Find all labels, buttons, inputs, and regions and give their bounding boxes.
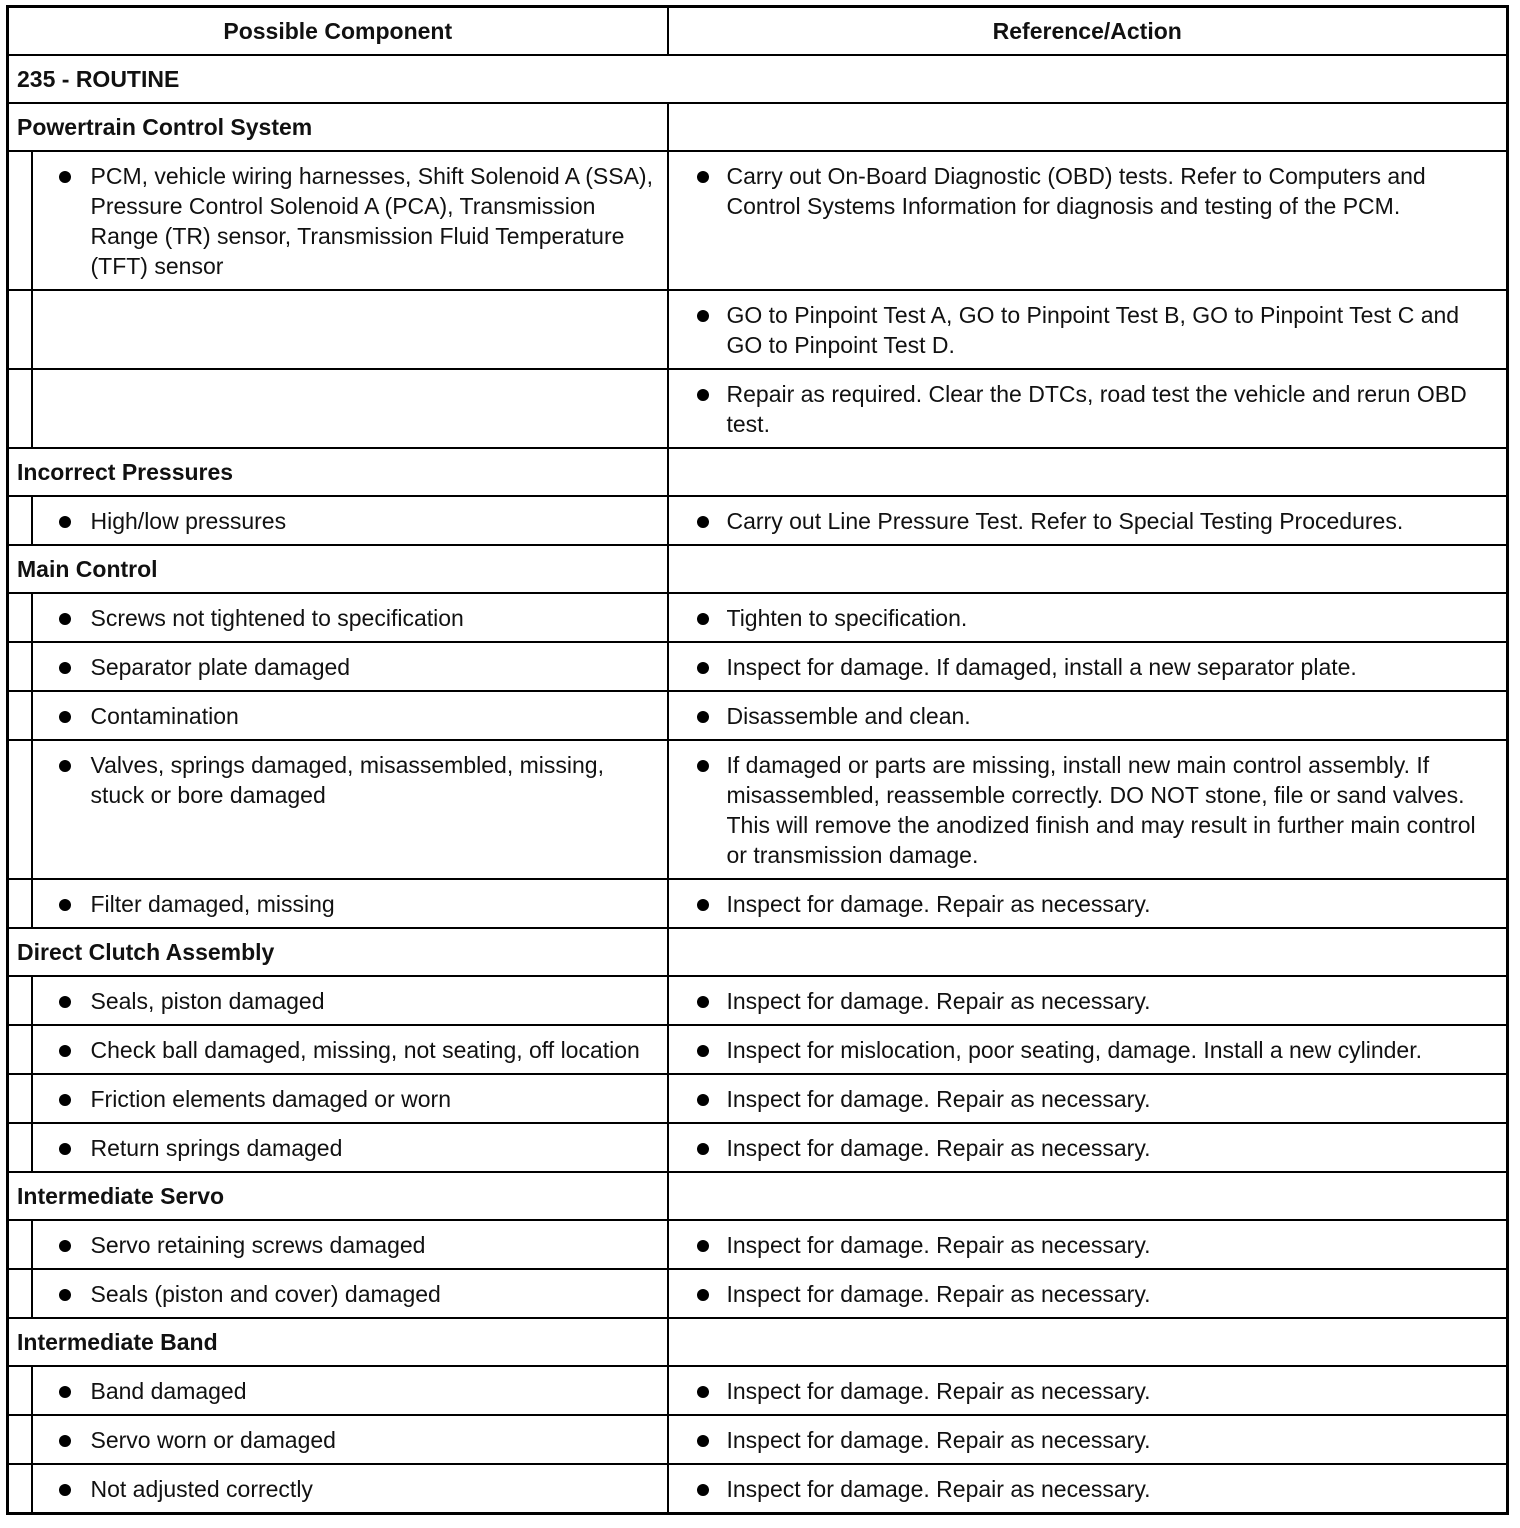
diagnostic-table bbox=[6, 5, 1509, 1515]
header-row bbox=[8, 7, 1508, 56]
bullet-icon bbox=[59, 899, 71, 911]
action-item bbox=[669, 1416, 1507, 1463]
table-row bbox=[8, 369, 1508, 448]
table-row bbox=[8, 879, 1508, 928]
action-item bbox=[669, 594, 1507, 641]
action-item bbox=[669, 152, 1507, 229]
bullet-icon bbox=[59, 711, 71, 723]
table-row bbox=[8, 1415, 1508, 1464]
table-row bbox=[8, 1366, 1508, 1415]
component-cell bbox=[32, 593, 668, 642]
component-text: Valves, springs damaged, misassembled, missing, stuck or bore damaged bbox=[90, 752, 604, 808]
action-cell bbox=[668, 1269, 1508, 1318]
component-text: Friction elements damaged or worn bbox=[90, 1086, 451, 1112]
action-cell bbox=[668, 879, 1508, 928]
component-text: Seals (piston and cover) damaged bbox=[90, 1281, 441, 1307]
component-item bbox=[33, 1465, 667, 1512]
bullet-icon bbox=[697, 310, 709, 322]
table-row bbox=[8, 1074, 1508, 1123]
row-indent bbox=[8, 151, 32, 290]
action-item bbox=[669, 643, 1507, 690]
row-indent bbox=[8, 1415, 32, 1464]
component-item bbox=[33, 1416, 667, 1463]
component-cell bbox=[32, 642, 668, 691]
component-item bbox=[33, 594, 667, 641]
component-cell bbox=[32, 1415, 668, 1464]
action-text: Inspect for damage. Repair as necessary. bbox=[726, 891, 1151, 917]
action-cell bbox=[668, 1123, 1508, 1172]
section-action-empty bbox=[668, 103, 1508, 151]
action-text: Inspect for damage. Repair as necessary. bbox=[726, 1135, 1151, 1161]
routine-row bbox=[8, 55, 1508, 103]
action-cell bbox=[668, 369, 1508, 448]
component-cell bbox=[32, 1074, 668, 1123]
table-row bbox=[8, 642, 1508, 691]
row-indent bbox=[8, 369, 32, 448]
action-text: Repair as required. Clear the DTCs, road test the vehicle and rerun OBD test. bbox=[726, 381, 1467, 437]
bullet-icon bbox=[697, 1386, 709, 1398]
bullet-icon bbox=[697, 389, 709, 401]
header-reference-action: Reference/Action bbox=[668, 7, 1508, 56]
section-title: Intermediate Servo bbox=[8, 1172, 668, 1220]
component-text: Filter damaged, missing bbox=[90, 891, 335, 917]
component-item bbox=[33, 1270, 667, 1317]
bullet-icon bbox=[697, 1143, 709, 1155]
component-cell bbox=[32, 1123, 668, 1172]
component-text: Servo worn or damaged bbox=[90, 1427, 336, 1453]
table-row bbox=[8, 290, 1508, 369]
action-item bbox=[669, 1270, 1507, 1317]
component-text: Separator plate damaged bbox=[90, 654, 351, 680]
action-item bbox=[669, 1221, 1507, 1268]
action-cell bbox=[668, 976, 1508, 1025]
row-indent bbox=[8, 642, 32, 691]
component-cell bbox=[32, 1220, 668, 1269]
section-row bbox=[8, 545, 1508, 593]
component-text: Servo retaining screws damaged bbox=[90, 1232, 426, 1258]
component-cell bbox=[32, 1464, 668, 1514]
action-item bbox=[669, 291, 1507, 368]
row-indent bbox=[8, 593, 32, 642]
bullet-icon bbox=[59, 171, 71, 183]
component-cell bbox=[32, 879, 668, 928]
component-item bbox=[33, 1124, 667, 1171]
row-indent bbox=[8, 691, 32, 740]
section-action-empty bbox=[668, 928, 1508, 976]
bullet-icon bbox=[697, 613, 709, 625]
action-cell bbox=[668, 1464, 1508, 1514]
action-cell bbox=[668, 691, 1508, 740]
section-title: Powertrain Control System bbox=[8, 103, 668, 151]
bullet-icon bbox=[59, 1289, 71, 1301]
action-cell bbox=[668, 1074, 1508, 1123]
component-cell bbox=[32, 976, 668, 1025]
bullet-icon bbox=[697, 171, 709, 183]
component-item bbox=[33, 977, 667, 1024]
section-title: Main Control bbox=[8, 545, 668, 593]
action-item bbox=[669, 1124, 1507, 1171]
component-cell bbox=[32, 369, 668, 448]
section-title: Direct Clutch Assembly bbox=[8, 928, 668, 976]
bullet-icon bbox=[697, 1240, 709, 1252]
action-cell bbox=[668, 151, 1508, 290]
table-row bbox=[8, 1025, 1508, 1074]
action-item bbox=[669, 370, 1507, 447]
action-item bbox=[669, 880, 1507, 927]
component-text: Screws not tightened to specification bbox=[90, 605, 464, 631]
action-item bbox=[669, 977, 1507, 1024]
bullet-icon bbox=[697, 1435, 709, 1447]
table-row bbox=[8, 1269, 1508, 1318]
table-row bbox=[8, 1220, 1508, 1269]
routine-label: 235 - ROUTINE bbox=[8, 55, 1508, 103]
action-text: If damaged or parts are missing, install new main control assembly. If misassembled, reassemble correctly. DO NOT stone, file or sand valves. This will remove the anodized finish and may result in further main control or transmission damage. bbox=[726, 752, 1476, 868]
component-item bbox=[33, 643, 667, 690]
component-cell bbox=[32, 1025, 668, 1074]
row-indent bbox=[8, 1025, 32, 1074]
row-indent bbox=[8, 1074, 32, 1123]
table-row bbox=[8, 691, 1508, 740]
component-text: High/low pressures bbox=[90, 508, 287, 534]
action-cell bbox=[668, 1366, 1508, 1415]
action-item bbox=[669, 1075, 1507, 1122]
bullet-icon bbox=[697, 899, 709, 911]
bullet-icon bbox=[59, 613, 71, 625]
row-indent bbox=[8, 1220, 32, 1269]
bullet-icon bbox=[697, 516, 709, 528]
component-cell bbox=[32, 496, 668, 545]
component-text: Contamination bbox=[90, 703, 239, 729]
table-body bbox=[8, 7, 1508, 1514]
action-text: Inspect for damage. If damaged, install a new separator plate. bbox=[726, 654, 1357, 680]
action-item bbox=[669, 1026, 1507, 1073]
bullet-icon bbox=[697, 1484, 709, 1496]
bullet-icon bbox=[697, 711, 709, 723]
component-cell bbox=[32, 290, 668, 369]
action-item bbox=[669, 497, 1507, 544]
component-text: Seals, piston damaged bbox=[90, 988, 325, 1014]
row-indent bbox=[8, 740, 32, 879]
section-action-empty bbox=[668, 448, 1508, 496]
table-row bbox=[8, 976, 1508, 1025]
component-text: Return springs damaged bbox=[90, 1135, 343, 1161]
diagnostic-table-sheet bbox=[6, 5, 1506, 1515]
section-row bbox=[8, 1172, 1508, 1220]
component-cell bbox=[32, 740, 668, 879]
bullet-icon bbox=[59, 1045, 71, 1057]
bullet-icon bbox=[697, 996, 709, 1008]
component-item bbox=[33, 1026, 667, 1073]
bullet-icon bbox=[59, 996, 71, 1008]
action-text: Carry out Line Pressure Test. Refer to Special Testing Procedures. bbox=[726, 508, 1404, 534]
section-title: Incorrect Pressures bbox=[8, 448, 668, 496]
action-text: Inspect for damage. Repair as necessary. bbox=[726, 1086, 1151, 1112]
action-cell bbox=[668, 1220, 1508, 1269]
component-item bbox=[33, 1367, 667, 1414]
row-indent bbox=[8, 1366, 32, 1415]
bullet-icon bbox=[697, 1094, 709, 1106]
header-possible-component: Possible Component bbox=[8, 7, 668, 56]
row-indent bbox=[8, 1269, 32, 1318]
action-cell bbox=[668, 1025, 1508, 1074]
section-row bbox=[8, 103, 1508, 151]
table-row bbox=[8, 740, 1508, 879]
action-text: Inspect for damage. Repair as necessary. bbox=[726, 1232, 1151, 1258]
action-text: GO to Pinpoint Test A, GO to Pinpoint Test B, GO to Pinpoint Test C and GO to Pinpoint Test D. bbox=[726, 302, 1460, 358]
component-cell bbox=[32, 151, 668, 290]
action-cell bbox=[668, 290, 1508, 369]
bullet-icon bbox=[697, 662, 709, 674]
section-row bbox=[8, 448, 1508, 496]
section-action-empty bbox=[668, 1172, 1508, 1220]
bullet-icon bbox=[59, 662, 71, 674]
component-item bbox=[33, 497, 667, 544]
row-indent bbox=[8, 879, 32, 928]
component-text: Band damaged bbox=[90, 1378, 247, 1404]
component-item bbox=[33, 741, 667, 818]
component-item bbox=[33, 1221, 667, 1268]
component-item bbox=[33, 1075, 667, 1122]
bullet-icon bbox=[59, 1143, 71, 1155]
section-row bbox=[8, 928, 1508, 976]
action-text: Inspect for damage. Repair as necessary. bbox=[726, 988, 1151, 1014]
table-row bbox=[8, 593, 1508, 642]
action-cell bbox=[668, 740, 1508, 879]
bullet-icon bbox=[59, 1094, 71, 1106]
bullet-icon bbox=[59, 1484, 71, 1496]
action-text: Inspect for damage. Repair as necessary. bbox=[726, 1281, 1151, 1307]
action-item bbox=[669, 741, 1507, 878]
bullet-icon bbox=[697, 1045, 709, 1057]
table-row bbox=[8, 1464, 1508, 1514]
action-item bbox=[669, 692, 1507, 739]
table-row bbox=[8, 496, 1508, 545]
action-text: Inspect for damage. Repair as necessary. bbox=[726, 1476, 1151, 1502]
action-item bbox=[669, 1367, 1507, 1414]
bullet-icon bbox=[59, 516, 71, 528]
section-action-empty bbox=[668, 1318, 1508, 1366]
component-item bbox=[33, 692, 667, 739]
action-text: Inspect for damage. Repair as necessary. bbox=[726, 1378, 1151, 1404]
component-text: Not adjusted correctly bbox=[90, 1476, 313, 1502]
row-indent bbox=[8, 976, 32, 1025]
row-indent bbox=[8, 290, 32, 369]
action-text: Tighten to specification. bbox=[726, 605, 968, 631]
component-item bbox=[33, 880, 667, 927]
action-text: Carry out On-Board Diagnostic (OBD) tests. Refer to Computers and Control Systems Information for diagnosis and testing of the PCM. bbox=[726, 163, 1426, 219]
row-indent bbox=[8, 1464, 32, 1514]
section-title: Intermediate Band bbox=[8, 1318, 668, 1366]
table-row bbox=[8, 151, 1508, 290]
section-action-empty bbox=[668, 545, 1508, 593]
action-cell bbox=[668, 1415, 1508, 1464]
bullet-icon bbox=[59, 1386, 71, 1398]
row-indent bbox=[8, 1123, 32, 1172]
component-text: PCM, vehicle wiring harnesses, Shift Solenoid A (SSA), Pressure Control Solenoid A (PCA), Transmission Range (TR) sensor, Transmission Fluid Temperature (TFT) sensor bbox=[90, 163, 653, 279]
component-cell bbox=[32, 691, 668, 740]
action-cell bbox=[668, 593, 1508, 642]
action-text: Inspect for damage. Repair as necessary. bbox=[726, 1427, 1151, 1453]
action-item bbox=[669, 1465, 1507, 1512]
action-text: Inspect for mislocation, poor seating, damage. Install a new cylinder. bbox=[726, 1037, 1422, 1063]
action-cell bbox=[668, 642, 1508, 691]
bullet-icon bbox=[59, 1240, 71, 1252]
table-row bbox=[8, 1123, 1508, 1172]
action-text: Disassemble and clean. bbox=[726, 703, 971, 729]
component-text: Check ball damaged, missing, not seating, off location bbox=[90, 1037, 640, 1063]
row-indent bbox=[8, 496, 32, 545]
bullet-icon bbox=[59, 760, 71, 772]
action-cell bbox=[668, 496, 1508, 545]
component-cell bbox=[32, 1366, 668, 1415]
bullet-icon bbox=[697, 1289, 709, 1301]
section-row bbox=[8, 1318, 1508, 1366]
bullet-icon bbox=[59, 1435, 71, 1447]
component-cell bbox=[32, 1269, 668, 1318]
component-item bbox=[33, 152, 667, 289]
bullet-icon bbox=[697, 760, 709, 772]
